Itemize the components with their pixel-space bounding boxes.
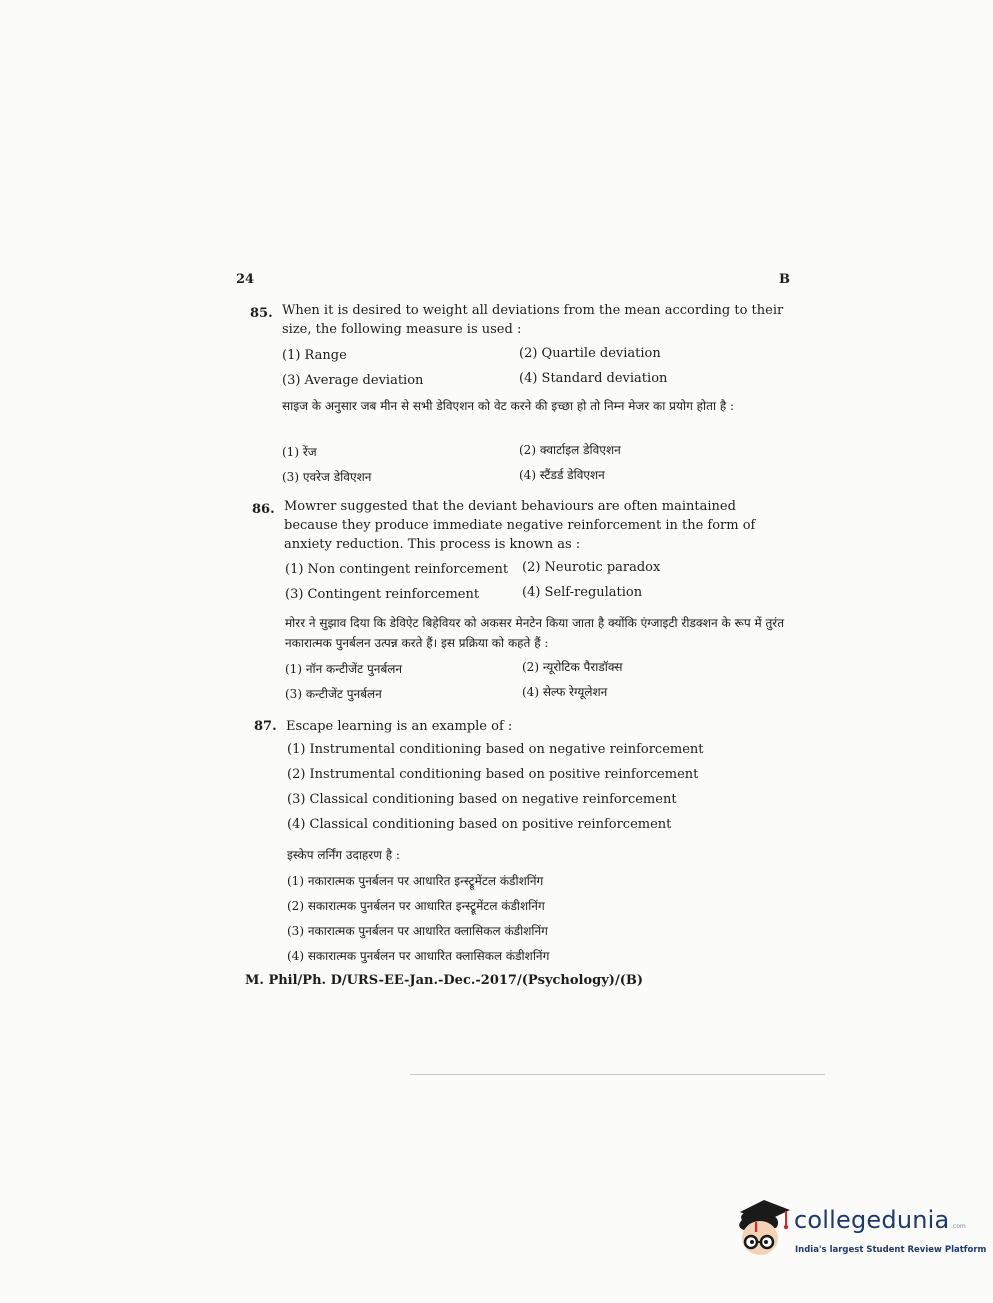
question-text-hindi: मोरर ने सुझाव दिया कि डेविऐट बिहेवियर को अकसर मेनटेन किया जाता है क्योंकि एंग्जाइटी रीडक्शन के रूप में तुरंत नकारात्मक पुनर्बलन उत्पन्न करते हैं। इस प्रक्रिया को कहते हैं : (285, 616, 785, 650)
option-2: (2) Quartile deviation (519, 346, 661, 361)
option-1: (1) Non contingent reinforcement (285, 562, 509, 577)
question-text-hindi: इस्केप लर्निंग उदाहरण है : (287, 848, 400, 862)
option-2: (2) Instrumental conditioning based on positive reinforcement (287, 767, 699, 782)
option-2-hindi: (2) न्यूरोटिक पैराडॉक्स (522, 660, 623, 674)
option-1: (1) Range (282, 348, 347, 363)
option-4: (4) Standard deviation (519, 371, 668, 386)
option-3: (3) Classical conditioning based on negative reinforcement (287, 792, 677, 807)
option-3: (3) Average deviation (282, 373, 424, 388)
option-1: (1) Instrumental conditioning based on negative reinforcement (287, 742, 704, 757)
option-1-hindi: (1) रेंज (282, 445, 317, 459)
question-text: Escape learning is an example of : (286, 719, 513, 734)
logo-wordmark: collegedunia (794, 1206, 950, 1234)
option-3: (3) Contingent reinforcement (285, 587, 480, 602)
option-4: (4) Self-regulation (522, 585, 643, 600)
option-3-hindi: (3) नकारात्मक पुनर्बलन पर आधारित क्लासिकल कंडीशनिंग (287, 924, 548, 938)
set-code: B (779, 272, 790, 287)
option-1-hindi: (1) नॉन कन्टीजेंट पुनर्बलन (285, 662, 403, 676)
question-text: Mowrer suggested that the deviant behaviours are often maintained because they produce immediate negative reinforcement in the form of anxiety reduction. This process is known as : (284, 499, 756, 552)
option-3-hindi: (3) एवरेज डेविएशन (282, 470, 372, 484)
divider (410, 1074, 825, 1075)
question-number: 86. (252, 502, 275, 517)
logo-suffix: .com (951, 1223, 966, 1230)
option-1-hindi: (1) नकारात्मक पुनर्बलन पर आधारित इन्स्ट्रूमेंटल कंडीशनिंग (287, 874, 544, 888)
option-4: (4) Classical conditioning based on positive reinforcement (287, 817, 672, 832)
option-4-hindi: (4) सेल्फ रेग्यूलेशन (522, 685, 608, 699)
question-text-hindi: साइज के अनुसार जब मीन से सभी डेविएशन को वेट करने की इच्छा हो तो निम्न मेजर का प्रयोग होता है : (282, 399, 735, 413)
option-3-hindi: (3) कन्टीजेंट पुनर्बलन (285, 687, 382, 701)
question-text: When it is desired to weight all deviations from the mean according to their size, the following measure is used : (282, 303, 784, 337)
option-2-hindi: (2) सकारात्मक पुनर्बलन पर आधारित इन्स्ट्रूमेंटल कंडीशनिंग (287, 899, 545, 913)
question-number: 85. (250, 306, 273, 321)
option-2-hindi: (2) क्वार्टाइल डेविएशन (519, 443, 621, 457)
option-4-hindi: (4) सकारात्मक पुनर्बलन पर आधारित क्लासिकल कंडीशनिंग (287, 949, 550, 963)
option-4-hindi: (4) स्टैंडर्ड डेविएशन (519, 468, 605, 482)
collegedunia-mascot-icon (734, 1196, 792, 1266)
page-number: 24 (236, 272, 255, 287)
footer-exam-code: M. Phil/Ph. D/URS-EE-Jan.-Dec.-2017/(Psychology)/(B) (245, 973, 643, 988)
option-2: (2) Neurotic paradox (522, 560, 661, 575)
logo-tagline: India's largest Student Review Platform (795, 1245, 987, 1255)
question-number: 87. (254, 719, 277, 734)
